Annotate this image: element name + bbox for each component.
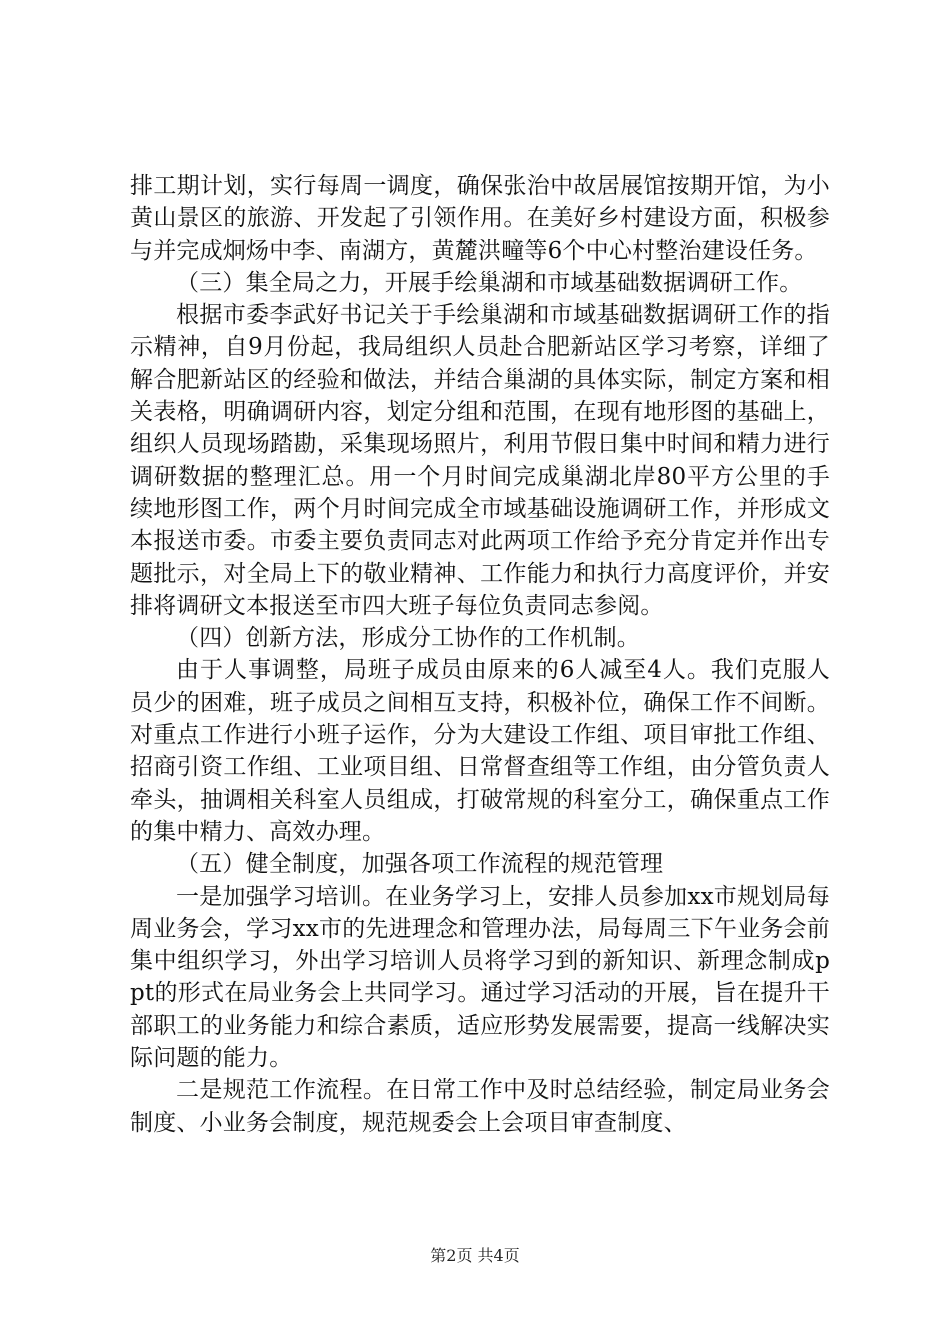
page-number-footer: 第2页 共4页 bbox=[430, 1246, 520, 1265]
section-heading-5: （五）健全制度，加强各项工作流程的规范管理 bbox=[176, 851, 664, 878]
paragraph-continued: 排工期计划，实行每周一调度，确保张治中故居展馆按期开馆，为小黄山景区的旅游、开发起了引领作用。在美好乡村建设方面，积极参与并完成炯炀中李、南湖方，黄麓洪疃等6个中心村整治建设任务。 bbox=[130, 173, 830, 264]
section-heading-4: （四）创新方法，形成分工协作的工作机制。 bbox=[176, 625, 640, 652]
paragraph: 根据市委李武好书记关于手绘巢湖和市域基础数据调研工作的指示精神，自9月份起，我局组织人员赴合肥新站区学习考察，详细了解合肥新站区的经验和做法，并结合巢湖的具体实际，制定方案和相关表格，明确调研内容，划定分组和范围，在现有地形图的基础上，组织人员现场踏勘，采集现场照片，利用节假日集中时间和精力进行调研数据的整理汇总。用一个月时间完成巢湖北岸80平方公里的手续地形图工作，两个月时间完成全市域基础设施调研工作，并形成文本报送市委。市委主要负责同志对此两项工作给予充分肯定并作出专题批示，对全局上下的敬业精神、工作能力和执行力高度评价，并安排将调研文本报送至市四大班子每位负责同志参阅。 bbox=[130, 302, 830, 619]
section-heading-3: （三）集全局之力，开展手绘巢湖和市域基础数据调研工作。 bbox=[176, 269, 803, 296]
paragraph: 一是加强学习培训。在业务学习上，安排人员参加xx市规划局每周业务会，学习xx市的先进理念和管理办法，局每周三下午业务会前集中组织学习，外出学习培训人员将学习到的新知识、新理念制成ppt的形式在局业务会上共同学习。通过学习活动的开展，旨在提升干部职工的业务能力和综合素质，适应形势发展需要，提高一线解决实际问题的能力。 bbox=[130, 883, 830, 1072]
paragraph: 二是规范工作流程。在日常工作中及时总结经验，制定局业务会制度、小业务会制度，规范规委会上会项目审查制度、 bbox=[130, 1077, 830, 1136]
document-body bbox=[130, 170, 830, 1139]
paragraph: 由于人事调整，局班子成员由原来的6人减至4人。我们克服人员少的困难，班子成员之间相互支持，积极补位，确保工作不间断。对重点工作进行小班子运作，分为大建设工作组、项目审批工作组、招商引资工作组、工业项目组、日常督查组等工作组，由分管负责人牵头，抽调相关科室人员组成，打破常规的科室分工，确保重点工作的集中精力、高效办理。 bbox=[130, 657, 830, 845]
